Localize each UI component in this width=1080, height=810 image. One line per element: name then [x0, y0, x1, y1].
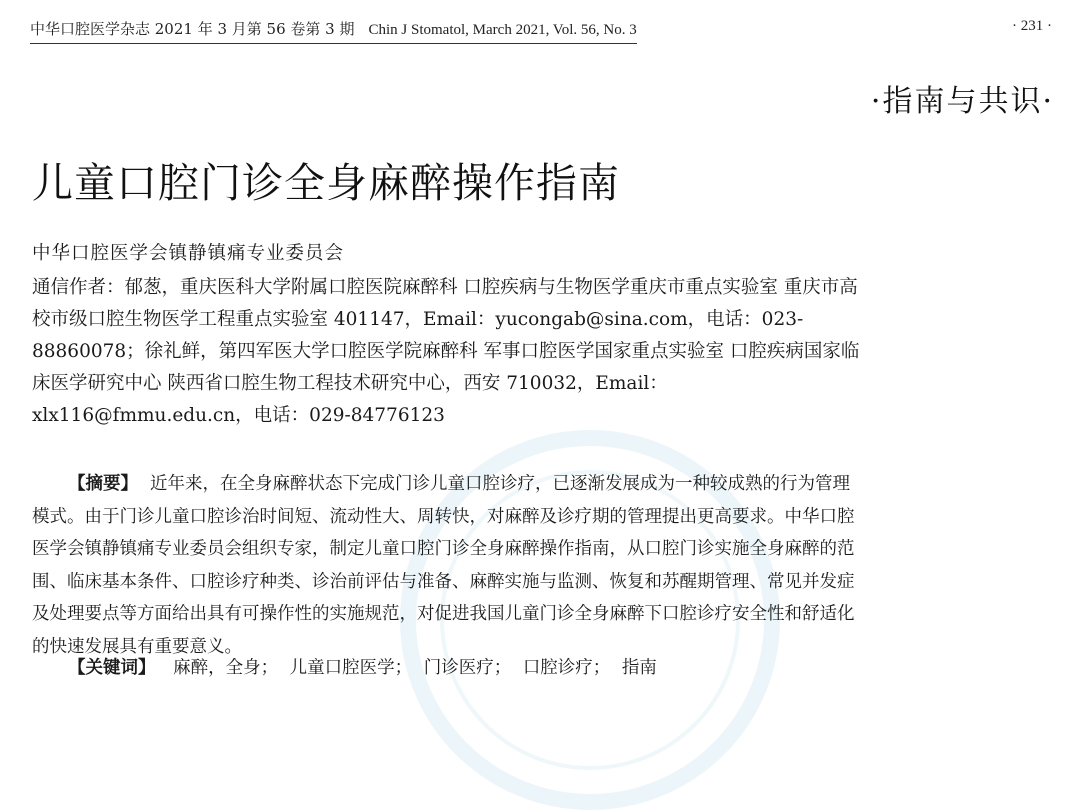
abstract-label: 【摘要】 — [68, 474, 138, 494]
keywords-label: 【关键词】 — [68, 658, 156, 678]
abstract-text: 近年来，在全身麻醉状态下完成门诊儿童口腔诊疗，已逐渐发展成为一种较成熟的行为管理模式。由于门诊儿童口腔诊治时间短、流动性大、周转快，对麻醉及诊疗期的管理提出更高要求。中华口腔医学会镇静镇痛专业委员会组织专家，制定儿童口腔门诊全身麻醉操作指南，从口腔门诊实施全身麻醉的范围、临床基本条件、口腔诊疗种类、诊治前评估与准备、麻醉实施与监测、恢复和苏醒期管理、常见并发症及处理要点等方面给出具有可操作性的实施规范，对促进我国儿童门诊全身麻醉下口腔诊疗安全性和舒适化的快速发展具有重要意义。 — [32, 474, 855, 657]
article-title: 儿童口腔门诊全身麻醉操作指南 — [32, 159, 620, 207]
running-header — [30, 18, 637, 44]
journal-en: Chin J Stomatol, March 2021, Vol. 56, No. 3 — [368, 22, 637, 38]
keyword-item: 麻醉，全身； — [173, 658, 279, 678]
keyword-item: 指南 — [621, 658, 657, 678]
correspondence-info: 通信作者：郁葱，重庆医科大学附属口腔医院麻醉科 口腔疾病与生物医学重庆市重点实验室 重庆市高校市级口腔生物医学工程重点实验室 401147，Email：yucongab@sina.com，电话：023-88860078；徐礼鲜，第四军医大学口腔医学院麻醉科 军事口腔医学国家重点实验室 口腔疾病国家临床医学研究中心 陕西省口腔生物工程技术研究中心，西安 710032，Email：xlx116@fmmu.edu.cn，电话：029-84776123 — [32, 277, 860, 426]
keyword-item: 儿童口腔医学； — [289, 658, 413, 678]
section-label: ·指南与共识· — [870, 84, 1054, 119]
keyword-item: 门诊医疗； — [423, 658, 512, 678]
page-number: · 231 · — [1012, 18, 1052, 34]
journal-cn: 中华口腔医学杂志 2021 年 3 月第 56 卷第 3 期 — [30, 20, 355, 38]
keyword-item: 口腔诊疗； — [522, 658, 611, 678]
author-organization: 中华口腔医学会镇静镇痛专业委员会 — [32, 243, 345, 264]
keywords — [68, 654, 663, 679]
abstract — [32, 468, 862, 663]
